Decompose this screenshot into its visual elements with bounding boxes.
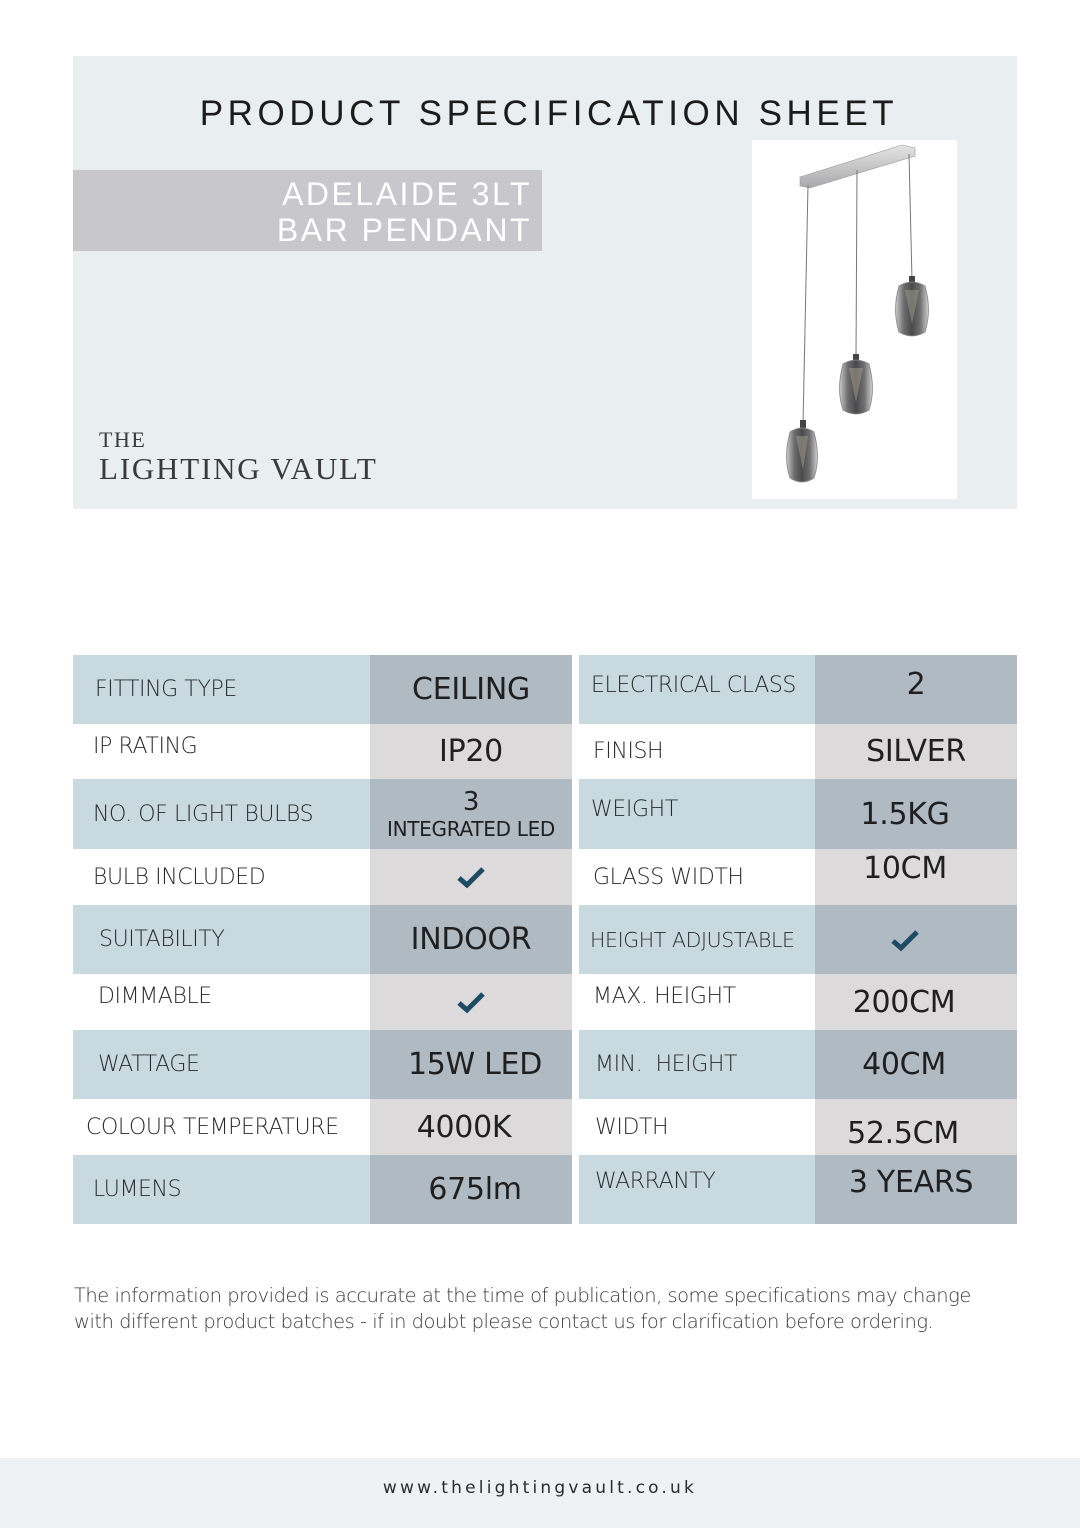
footer [0, 1458, 1080, 1528]
spec-value: 200CM [815, 974, 1017, 1030]
spec-label: SUITABILITY [73, 905, 370, 974]
spec-value-subtext: INTEGRATED LED [386, 817, 556, 841]
spec-label: COLOUR TEMPERATURE [73, 1099, 370, 1155]
spec-label: WIDTH [579, 1099, 815, 1155]
page-title: PRODUCT SPECIFICATION SHEET [199, 94, 899, 133]
spec-label: MIN. HEIGHT [579, 1030, 815, 1099]
pendant-lamp-illustration [752, 140, 957, 499]
spec-value: 675lm [370, 1155, 572, 1224]
product-name-band [73, 170, 542, 251]
spec-value [370, 974, 572, 1030]
spec-label: DIMMABLE [73, 974, 370, 1030]
product-name-line1: ADELAIDE 3LT [282, 176, 532, 212]
spec-value: 3 YEARS [815, 1155, 1017, 1224]
spec-value [370, 779, 572, 849]
spec-label: FITTING TYPE [73, 655, 370, 724]
spec-value: 4000K [370, 1099, 572, 1155]
product-name-line2: BAR PENDANT [276, 212, 532, 248]
spec-row-colour-temperature [73, 1099, 573, 1155]
spec-value: INDOOR [370, 905, 572, 974]
spec-value: 2 [815, 655, 1017, 724]
check-icon [456, 990, 486, 1014]
spec-label: WATTAGE [73, 1030, 370, 1099]
spec-row-light-bulbs [73, 779, 573, 849]
spec-label: GLASS WIDTH [579, 849, 815, 905]
disclaimer-text: The information provided is accurate at the time of publication, some specifications may change with different product batches - if in doubt please contact us for clarification before ordering. [74, 1284, 971, 1333]
spec-value [370, 849, 572, 905]
spec-row-weight [579, 779, 1017, 849]
spec-value: 10CM [815, 849, 1017, 905]
spec-row-min-height [579, 1030, 1017, 1099]
spec-value: SILVER [815, 724, 1017, 779]
website-link[interactable]: www.thelightingvault.co.uk [382, 1478, 698, 1498]
spec-label: ELECTRICAL CLASS [579, 655, 815, 724]
spec-label: LUMENS [73, 1155, 370, 1224]
brand-logo-line2: LIGHTING VAULT [99, 451, 378, 486]
spec-row-fitting-type [73, 655, 573, 724]
brand-logo [99, 428, 378, 486]
spec-row-warranty [579, 1155, 1017, 1224]
spec-row-electrical-class [579, 655, 1017, 724]
spec-row-wattage [73, 1030, 573, 1099]
spec-label: MAX. HEIGHT [579, 974, 815, 1030]
spec-row-bulb-included [73, 849, 573, 905]
spec-label: BULB INCLUDED [73, 849, 370, 905]
spec-value-count: 3 [462, 787, 480, 817]
spec-table-right [579, 655, 1017, 1224]
product-name [277, 176, 532, 248]
spec-value: 1.5KG [815, 779, 1017, 849]
spec-value: CEILING [370, 655, 572, 724]
check-icon [890, 928, 920, 952]
spec-value [815, 905, 1017, 974]
spec-label: WEIGHT [579, 779, 815, 849]
spec-row-ip-rating [73, 724, 573, 779]
spec-label: WARRANTY [579, 1155, 815, 1224]
spec-value: 40CM [815, 1030, 1017, 1099]
spec-row-max-height [579, 974, 1017, 1030]
spec-row-glass-width [579, 849, 1017, 905]
spec-row-dimmable [73, 974, 573, 1030]
brand-logo-line1: THE [99, 427, 147, 452]
spec-value: 52.5CM [815, 1099, 1017, 1155]
spec-row-width [579, 1099, 1017, 1155]
header-panel [73, 56, 1017, 509]
spec-label: HEIGHT ADJUSTABLE [579, 905, 815, 974]
spec-label: NO. OF LIGHT BULBS [73, 779, 370, 849]
check-icon [456, 865, 486, 889]
spec-label: FINISH [579, 724, 815, 779]
spec-value: 15W LED [370, 1030, 572, 1099]
spec-row-suitability [73, 905, 573, 974]
spec-value: IP20 [370, 724, 572, 779]
spec-table-left [73, 655, 573, 1224]
product-image [752, 140, 957, 499]
spec-row-finish [579, 724, 1017, 779]
spec-label: IP RATING [73, 724, 370, 779]
spec-row-lumens [73, 1155, 573, 1224]
spec-row-height-adjustable [579, 905, 1017, 974]
